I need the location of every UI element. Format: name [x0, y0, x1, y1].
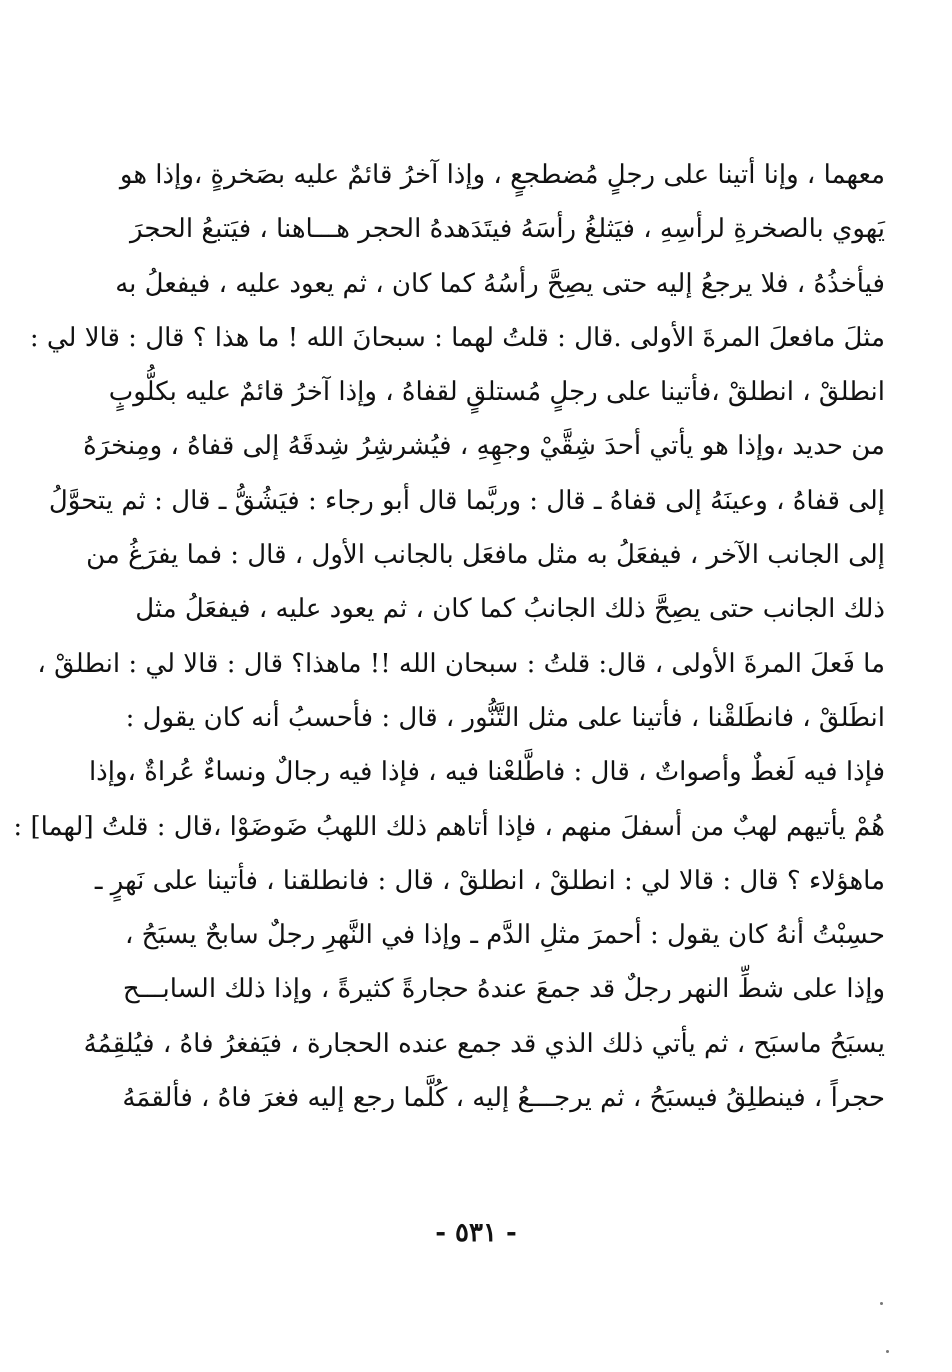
scan-speck [886, 1350, 889, 1353]
text-line: وإذا على شطِّ النهر رجلٌ قد جمعَ عندهُ حجارةً كثيرةً ، وإذا ذلك السابـــح [122, 974, 885, 1005]
body-text [13, 148, 885, 1125]
text-line: معهما ، وإنا أتينا على رجلٍ مُضطجعٍ ، وإذا آخرُ قائمٌ عليه بصَخرةٍ ،وإذا هو [119, 160, 885, 190]
text-line: هُمْ يأتيهم لهبٌ من أسفلَ منهم ، فإذا أتاهم ذلك اللهبُ ضَوضَوْا ،قال : قلتُ [لهما] : [13, 811, 885, 842]
text-line: فإذا فيه لَغطٌ وأصواتٌ ، قال : فاطَّلعْنا فيه ، فإذا فيه رجالٌ ونساءٌ عُراةٌ ،وإذا [88, 757, 885, 788]
page-number: - ٥٣١ - [435, 1218, 517, 1248]
text-line: يَهوي بالصخرةِ لرأسِهِ ، فيَثلغُ رأسَهُ فيتَدَهدهُ الحجر هـــاهنا ، فيَتبعُ الحجرَ [130, 214, 885, 245]
text-line: فيأخذُهُ ، فلا يرجعُ إليه حتى يصِحَّ رأسُهُ كما كان ، ثم يعود عليه ، فيفعلُ به [115, 268, 885, 299]
text-line: انطلقْ ، انطلقْ ،فأتينا على رجلٍ مُستلقٍ لقفاهُ ، وإذا آخرُ قائمٌ عليه بكلُّوبٍ [108, 377, 885, 408]
text-line: حسِبْتُ أنهُ كان يقول : أحمرَ مثلِ الدَّم ـ وإذا في النَّهرِ رجلٌ سابحٌ يسبَحُ ، [124, 920, 885, 951]
text-line: إلى قفاهُ ، وعينَهُ إلى قفاهُ ـ قال : وربَّما قال أبو رجاء : فيَشُقُّ ـ قال : ثم يتحوَّلُ [48, 485, 885, 516]
text-line: ذلك الجانب حتى يصِحَّ ذلك الجانبُ كما كان ، ثم يعود عليه ، فيفعَلُ مثل [135, 594, 885, 625]
text-line: ما فَعلَ المرةَ الأولى ، قال: قلتُ : سبحان الله !! ماهذا؟ قال : قالا لي : انطلقْ ، [37, 648, 885, 679]
text-line: إلى الجانب الآخر ، فيفعَلُ به مثل مافعَل بالجانب الأول ، قال : فما يفرَغُ من [86, 540, 885, 571]
text-line: ماهؤلاء ؟ قال : قالا لي : انطلقْ ، انطلقْ ، قال : فانطلقنا ، فأتينا على نَهرٍ ـ [94, 865, 885, 896]
scan-speck [880, 1302, 883, 1305]
text-line: مثلَ مافعلَ المرةَ الأولى .قال : قلتُ لهما : سبحانَ الله ! ما هذا ؟ قال : قالا لي : [29, 322, 885, 353]
text-line: من حديد ،وإذا هو يأتي أحدَ شِقَّيْ وجهِهِ ، فيُشرشِرُ شِدقَهُ إلى قفاهُ ، ومِنخرَهُ [83, 431, 885, 462]
text-line: حجراً ، فينطلِقُ فيسبَحُ ، ثم يرجـــعُ إليه ، كُلَّما رجع إليه فغرَ فاهُ ، فألقمَهُ [122, 1083, 885, 1114]
text-line: انطَلقْ ، فانطَلقْنا ، فأتينا على مثل التَّنُّور ، قال : فأحسبُ أنه كان يقول : [125, 702, 885, 733]
text-line: يسبَحُ ماسبَح ، ثم يأتي ذلك الذي قد جمع عنده الحجارة ، فيَفغرُ فاهُ ، فيُلقِمُهُ [83, 1028, 885, 1059]
